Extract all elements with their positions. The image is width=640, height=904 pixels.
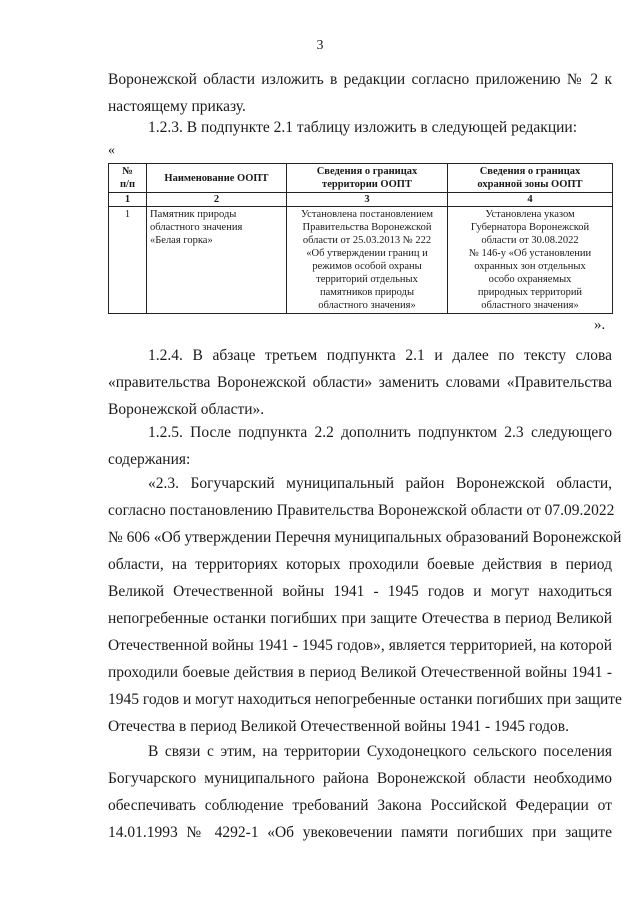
intro-paragraph xyxy=(108,66,612,120)
column-number: 3 xyxy=(287,193,448,207)
text-line: 1945 годов и могут находиться непогребенные останки погибших при защите xyxy=(108,691,622,708)
table-column-numbers-row xyxy=(109,193,613,207)
text-line: № 606 «Об утверждении Перечня муниципальных образований Воронежской xyxy=(108,529,622,546)
header-zone: Сведения о границах охранной зоны ООПТ xyxy=(448,164,613,193)
text-line: 14.01.1993 № 4292-1 «Об увековечении памяти погибших при защите xyxy=(108,824,612,841)
row-territory: Установлена постановлением Правительства Воронежской области от 25.03.2013 № 222 «Об утверждении границ и режимов особой охраны территорий отдельных памятников природы областного значения» xyxy=(287,207,448,314)
table-quote-close: ». xyxy=(594,317,606,333)
text-line: Богучарского муниципального района Воронежской области необходимо xyxy=(108,770,612,787)
row-name: Памятник природы областного значения «Белая горка» xyxy=(147,207,287,314)
text-line: непогребенные останки погибших при защите Отечества в период Великой xyxy=(108,610,612,627)
table-row xyxy=(109,207,613,314)
header-name: Наименование ООПТ xyxy=(147,164,287,193)
column-number: 4 xyxy=(448,193,613,207)
text-line: 1.2.3. В подпункте 2.1 таблицу изложить в следующей редакции: xyxy=(148,119,578,136)
text-line: Отечественной войны 1941 - 1945 годов», является территорией, на которой xyxy=(108,637,612,654)
text-line: области, на территориях которых проходили боевые действия в период xyxy=(108,556,612,573)
item-1-2-5-paragraph xyxy=(108,419,612,473)
text-line: «2.3. Богучарский муниципальный район Воронежской области, xyxy=(148,475,612,492)
item-2-3-paragraph xyxy=(108,470,622,740)
text-line: 1.2.5. После подпункта 2.2 дополнить подпунктом 2.3 следующего xyxy=(148,424,612,441)
text-line: В связи с этим, на территории Суходонецкого сельского поселения xyxy=(148,743,612,760)
text-line: Отечества в период Великой Отечественной войны 1941 - 1945 годов. xyxy=(108,718,569,735)
row-number: 1 xyxy=(109,207,147,314)
text-line: Великой Отечественной войны 1941 - 1945 годов и могут находиться xyxy=(108,583,612,600)
column-number: 1 xyxy=(109,193,147,207)
header-number: № п/п xyxy=(109,164,147,193)
item-1-2-3-paragraph xyxy=(108,114,612,141)
text-line: Воронежской области». xyxy=(108,401,265,418)
row-zone: Установлена указом Губернатора Воронежской области от 30.08.2022 № 146-у «Об установлении охранных зон отдельных особо охраняемых природных территорий областного значения» xyxy=(448,207,613,314)
text-line: обеспечивать соблюдение требований Закона Российской Федерации от xyxy=(108,797,612,814)
table-quote-open: « xyxy=(108,143,115,158)
text-line: 1.2.4. В абзаце третьем подпункта 2.1 и далее по тексту слова xyxy=(148,347,612,364)
text-line: содержания: xyxy=(108,451,191,468)
text-line: согласно постановлению Правительства Воронежской области от 07.09.2022 xyxy=(108,502,615,519)
text-line: проходили боевые действия в период Великой Отечественной войны 1941 - xyxy=(108,664,612,681)
text-line: Воронежской области изложить в редакции согласно приложению № 2 к xyxy=(108,71,612,88)
text-line: настоящему приказу. xyxy=(108,98,246,115)
text-line: «правительства Воронежской области» заменить словами «Правительства xyxy=(108,374,612,391)
header-territory: Сведения о границах территории ООПТ xyxy=(287,164,448,193)
page-number: 3 xyxy=(316,38,324,53)
item-1-2-4-paragraph xyxy=(108,342,612,423)
column-number: 2 xyxy=(147,193,287,207)
protected-area-table xyxy=(108,163,613,314)
closing-paragraph xyxy=(108,738,612,846)
table-header-row xyxy=(109,164,613,193)
